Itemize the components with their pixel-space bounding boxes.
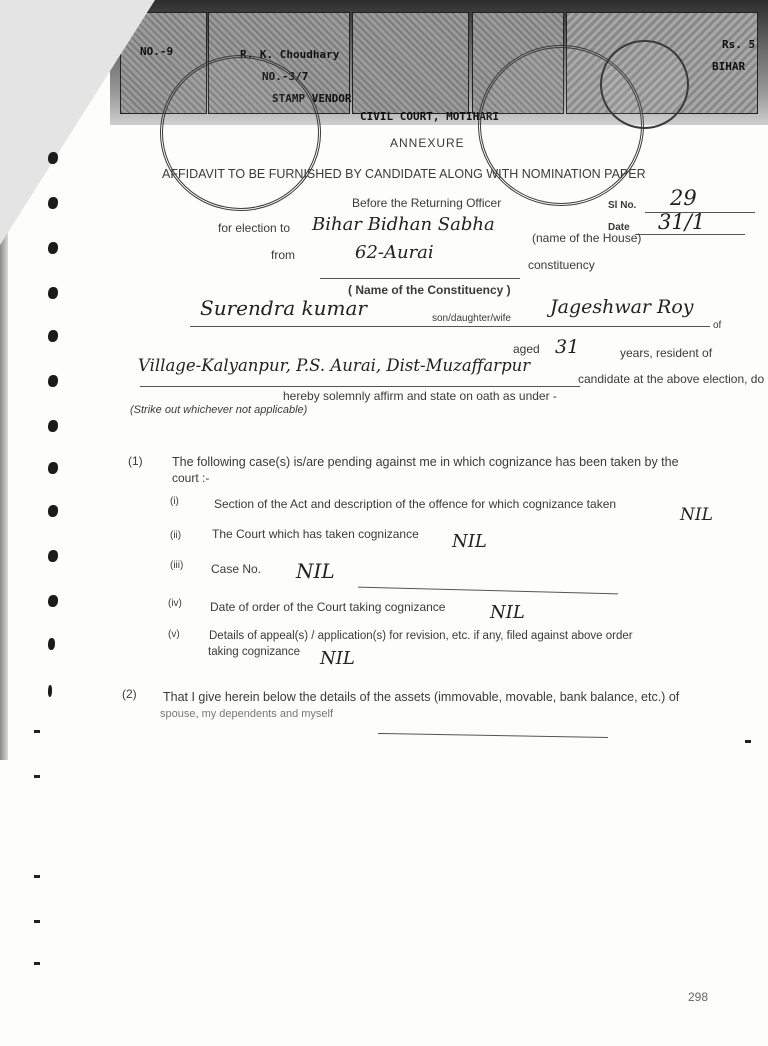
- bihar-emblem-seal: [600, 40, 689, 129]
- subitem-v-label-cont: taking cognizance: [208, 646, 301, 658]
- stamp-court-label: CIVIL COURT, MOTIHARI: [360, 110, 500, 123]
- binding-hole: [48, 638, 55, 650]
- item-1-number: (1): [128, 454, 143, 468]
- subitem-ii-answer: NIL: [452, 531, 487, 552]
- subitem-i-label: Section of the Act and description of the offence for which cognizance taken: [214, 497, 617, 511]
- item-2-text-cont: spouse, my dependents and myself: [160, 708, 334, 720]
- subitem-v-label: Details of appeal(s) / application(s) for revision, etc. if any, filed against above order: [209, 630, 633, 642]
- subitem-iii-roman: (iii): [170, 560, 184, 571]
- subitem-i-roman: (i): [170, 496, 179, 507]
- annexure-heading: ANNEXURE: [390, 136, 465, 150]
- subitem-ii-roman: (ii): [170, 530, 182, 541]
- name-underline: [190, 326, 710, 327]
- stamp-number-3-7: NO.-3/7: [262, 70, 309, 83]
- serial-number-label: Sl No.: [608, 200, 637, 211]
- margin-mark: [745, 740, 751, 743]
- binding-hole: [48, 462, 58, 474]
- strike-note: (Strike out whichever not applicable): [130, 404, 308, 416]
- affidavit-title: AFFIDAVIT TO BE FURNISHED BY CANDIDATE ALONG WITH NOMINATION PAPER: [162, 167, 646, 181]
- binding-hole: [48, 287, 58, 299]
- binding-hole: [48, 375, 58, 387]
- from-label: from: [271, 248, 295, 262]
- address-underline: [140, 386, 580, 387]
- stamp-vendor-label: STAMP VENDOR: [272, 92, 352, 105]
- date-value: 31/1: [658, 210, 706, 234]
- subitem-i-answer: NIL: [680, 505, 713, 525]
- binding-hole: [48, 685, 52, 697]
- address-value: Village-Kalyanpur, P.S. Aurai, Dist-Muzaffarpur: [138, 356, 531, 375]
- revenue-stamp-3: [352, 12, 469, 114]
- page-number: 298: [688, 990, 709, 1004]
- subitem-v-roman: (v): [168, 629, 180, 640]
- returning-officer-line: Before the Returning Officer: [352, 196, 502, 210]
- case-underline: [358, 587, 618, 595]
- item-2-text: That I give herein below the details of the assets (immovable, movable, bank balance, etc.) of: [163, 690, 680, 704]
- binding-hole: [48, 242, 58, 254]
- serial-number-value: 29: [670, 186, 697, 210]
- binding-hole: [48, 330, 58, 342]
- relation-label: son/daughter/wife: [432, 313, 511, 324]
- item-2-underline: [378, 733, 608, 738]
- binding-hole: [48, 550, 58, 562]
- subitem-iv-label: Date of order of the Court taking cognizance: [210, 600, 446, 614]
- resident-label: years, resident of: [620, 346, 713, 360]
- affirm-line: hereby solemnly affirm and state on oath as under -: [283, 389, 557, 403]
- notary-seal-left: [160, 55, 321, 211]
- house-suffix: (name of the House): [532, 231, 642, 245]
- constituency-caption: ( Name of the Constituency ): [348, 283, 511, 297]
- subitem-iii-answer: NIL: [296, 559, 335, 583]
- binding-hole: [48, 595, 58, 607]
- binding-hole: [48, 197, 58, 209]
- binding-hole: [48, 420, 58, 432]
- margin-mark: [34, 875, 40, 878]
- item-1-text-cont: court :-: [172, 471, 210, 485]
- father-name: Jageshwar Roy: [550, 296, 694, 318]
- stamp-bihar-label: BIHAR: [712, 60, 746, 73]
- subitem-iv-roman: (iv): [168, 598, 182, 609]
- binding-hole: [48, 152, 58, 164]
- constituency-value: 62-Aurai: [355, 242, 434, 263]
- item-2-number: (2): [122, 687, 137, 701]
- subitem-v-answer: NIL: [320, 648, 355, 669]
- candidate-name: Surendra kumar: [200, 296, 367, 320]
- subitem-ii-label: The Court which has taken cognizance: [212, 527, 419, 541]
- folded-corner: [0, 0, 155, 245]
- constituency-suffix: constituency: [528, 258, 595, 272]
- date-underline: [635, 234, 745, 235]
- age-value: 31: [555, 336, 580, 358]
- binding-hole: [48, 505, 58, 517]
- date-label: Date: [608, 222, 630, 233]
- constituency-underline: [320, 278, 520, 279]
- item-1-text: The following case(s) is/are pending against me in which cognizance has been taken by the: [172, 455, 679, 469]
- subitem-iv-answer: NIL: [490, 602, 525, 623]
- margin-mark: [34, 962, 40, 965]
- house-name-value: Bihar Bidhan Sabha: [312, 214, 495, 235]
- aged-label: aged: [513, 342, 540, 356]
- subitem-iii-label: Case No.: [211, 562, 262, 576]
- margin-mark: [34, 920, 40, 923]
- stamp-vendor-name: R. K. Choudhary: [240, 48, 340, 61]
- of-label: of: [713, 320, 722, 331]
- stamp-number-9: NO.-9: [140, 45, 174, 58]
- for-election-label: for election to: [218, 221, 291, 235]
- margin-mark: [34, 775, 40, 778]
- margin-mark: [34, 730, 40, 733]
- stamp-value-label: Rs. 5: [722, 38, 756, 51]
- candidate-suffix: candidate at the above election, do: [578, 372, 765, 386]
